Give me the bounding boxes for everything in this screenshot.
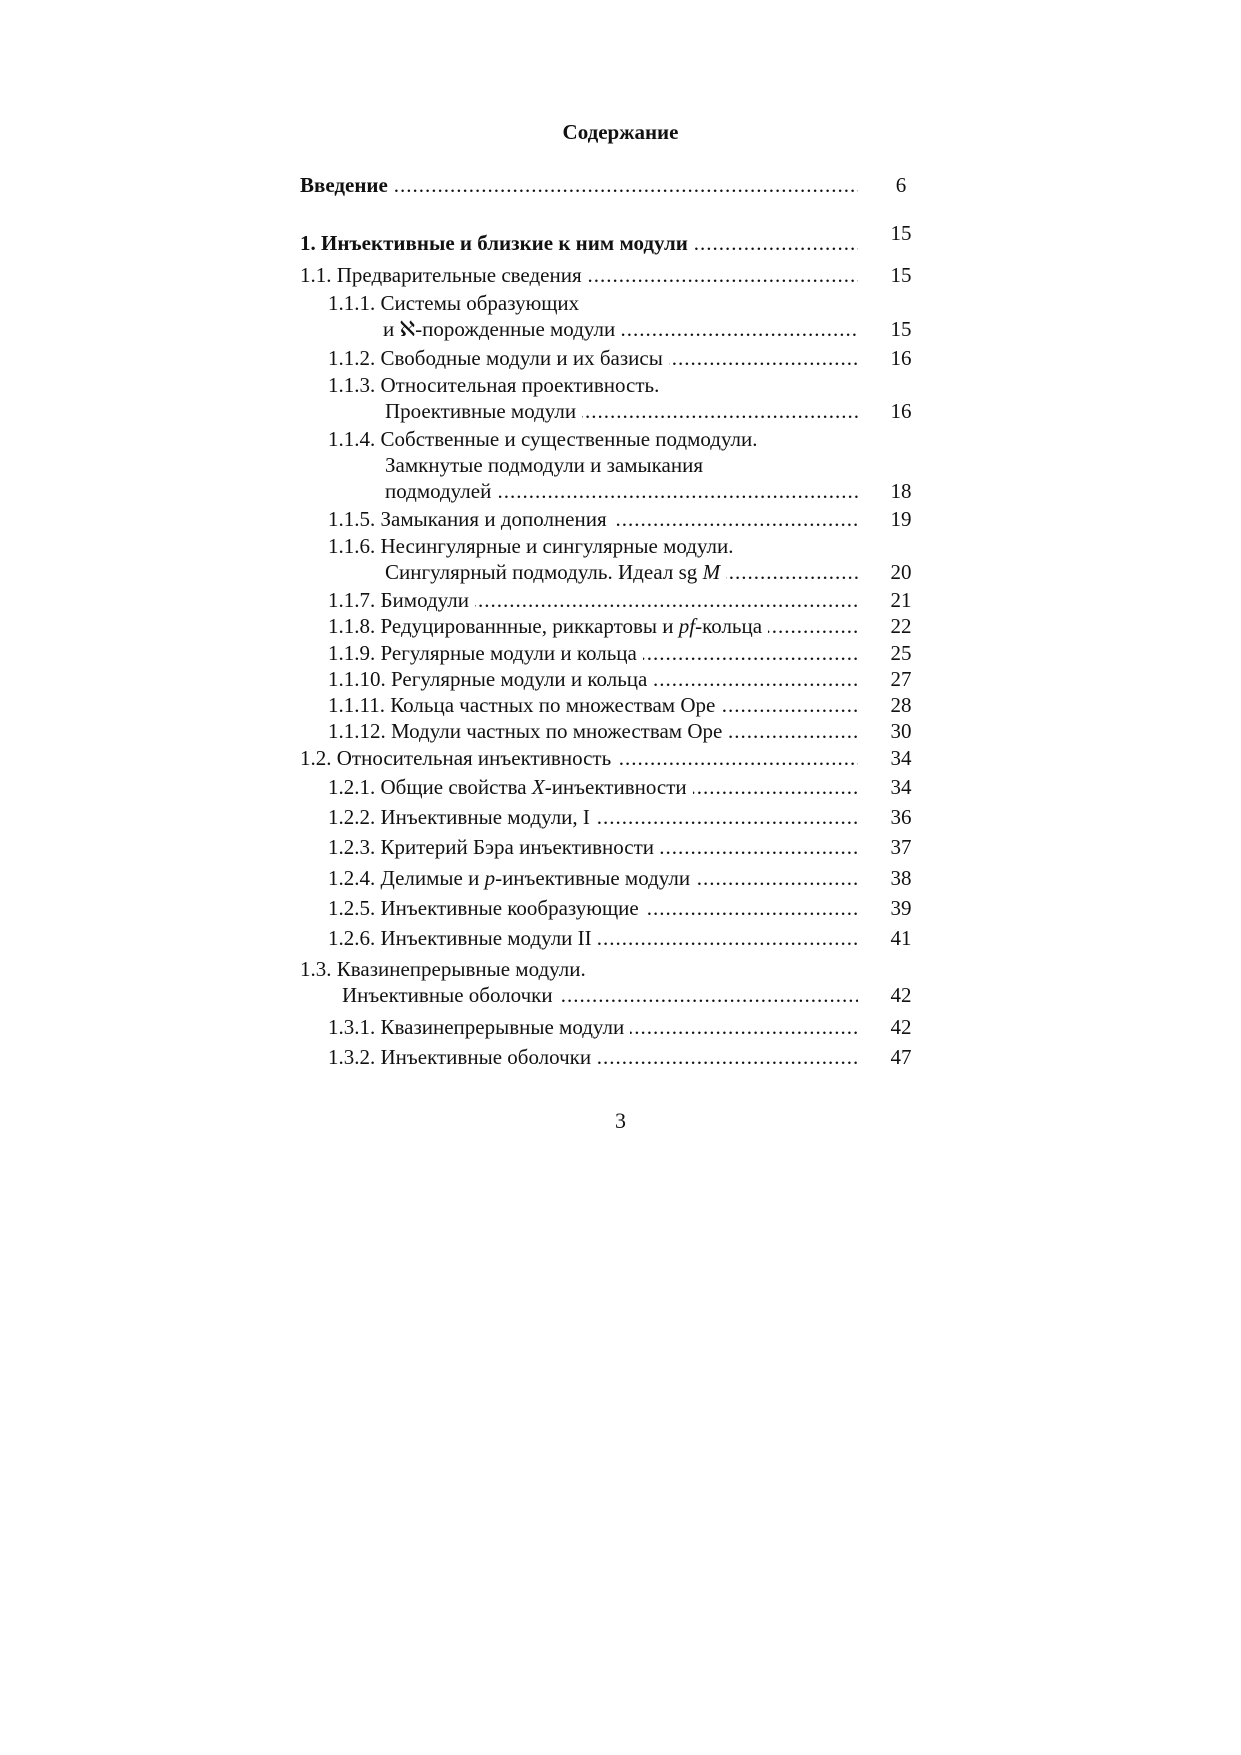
toc-page-number: 19 xyxy=(890,507,912,531)
toc-page-number: 21 xyxy=(890,588,912,612)
toc-page-number: 28 xyxy=(890,693,912,717)
toc-page-number: 41 xyxy=(890,926,912,950)
toc-page-number: 15 xyxy=(890,317,912,341)
toc-page-number: 16 xyxy=(890,399,912,423)
toc-entry-title: 1.2.4. Делимые и p-инъективные модули xyxy=(328,865,696,891)
toc-entry-title: 1.2.6. Инъективные модули II xyxy=(328,925,598,951)
toc-entry-title: 1.3.2. Инъективные оболочки xyxy=(328,1044,597,1070)
toc-page-number: 34 xyxy=(890,746,912,770)
page-number: 3 xyxy=(615,1108,626,1133)
toc-page-number: 15 xyxy=(890,221,912,245)
toc-entry-title: 1.1.8. Редуцированнные, риккартовы и pf-кольца xyxy=(328,613,768,639)
toc-entry-title: 1.2.2. Инъективные модули, I xyxy=(328,804,596,830)
toc-page-number: 42 xyxy=(890,983,912,1007)
toc-entry-title: Сингулярный подмодуль. Идеал sg M xyxy=(385,559,726,585)
toc-entry-title: 1.1.11. Кольца частных по множествам Оре xyxy=(328,692,721,718)
toc-entry-title: 1.3.1. Квазинепрерывные модули xyxy=(328,1014,630,1040)
toc-entry-title: 1.2.3. Критерий Бэра инъективности xyxy=(328,834,660,860)
toc-page-number: 34 xyxy=(890,775,912,799)
toc-page-number: 18 xyxy=(890,479,912,503)
toc-entry-title: Введение xyxy=(300,172,394,198)
toc-page-number: 27 xyxy=(890,667,912,691)
toc-entry-title: 1.1.5. Замыкания и дополнения xyxy=(328,506,613,532)
toc-entry-title: 1.1.12. Модули частных по множествам Оре xyxy=(328,718,728,744)
toc-page-number: 6 xyxy=(895,173,907,197)
toc-page-number: 42 xyxy=(890,1015,912,1039)
toc-entry-title: Замкнутые подмодули и замыкания xyxy=(385,452,709,478)
toc-entry-title: Проективные модули xyxy=(385,398,582,424)
toc-page-number: 47 xyxy=(890,1045,912,1069)
toc-entry-title: 1.1.6. Несингулярные и сингулярные модули. xyxy=(328,533,740,559)
toc-page-number: 36 xyxy=(890,805,912,829)
toc-entry-title: 1.1.9. Регулярные модули и кольца xyxy=(328,640,643,666)
toc-page-number: 16 xyxy=(890,346,912,370)
toc-entry-title: 1.1.3. Относительная проективность. xyxy=(328,372,665,398)
toc-page-number: 15 xyxy=(890,263,912,287)
toc-entry-title: 1.1.4. Собственные и существенные подмодули. xyxy=(328,426,764,452)
toc-entry-title: подмодулей xyxy=(385,478,497,504)
toc-page-number: 39 xyxy=(890,896,912,920)
toc-entry-title: 1.1.10. Регулярные модули и кольца xyxy=(328,666,653,692)
toc-entry-title: 1.1. Предварительные сведения xyxy=(300,262,588,288)
toc-entry-title: 1.1.2. Свободные модули и их базисы xyxy=(328,345,669,371)
toc-entry-title: 1.1.1. Системы образующих xyxy=(328,290,585,316)
toc-entry-title: 1.2. Относительная инъективность xyxy=(300,745,617,771)
toc-entry-title: 1.2.1. Общие свойства X-инъективности xyxy=(328,774,693,800)
toc-entry-title: 1.1.7. Бимодули xyxy=(328,587,475,613)
toc-entry-title: и ℵ-порожденные модули xyxy=(383,316,621,342)
toc-page-number: 22 xyxy=(890,614,912,638)
page-title: Содержание xyxy=(562,120,679,144)
toc-page-number: 30 xyxy=(890,719,912,743)
toc-entry-title: 1. Инъективные и близкие к ним модули xyxy=(300,230,694,256)
toc-entry-title: 1.3. Квазинепрерывные модули. xyxy=(300,956,592,982)
toc-page-number: 25 xyxy=(890,641,912,665)
toc-page-number: 37 xyxy=(890,835,912,859)
toc-entry-title: Инъективные оболочки xyxy=(342,982,559,1008)
toc-entry-title: 1.2.5. Инъективные кообразующие xyxy=(328,895,645,921)
toc-page-number: 38 xyxy=(890,866,912,890)
toc-page-number: 20 xyxy=(890,560,912,584)
